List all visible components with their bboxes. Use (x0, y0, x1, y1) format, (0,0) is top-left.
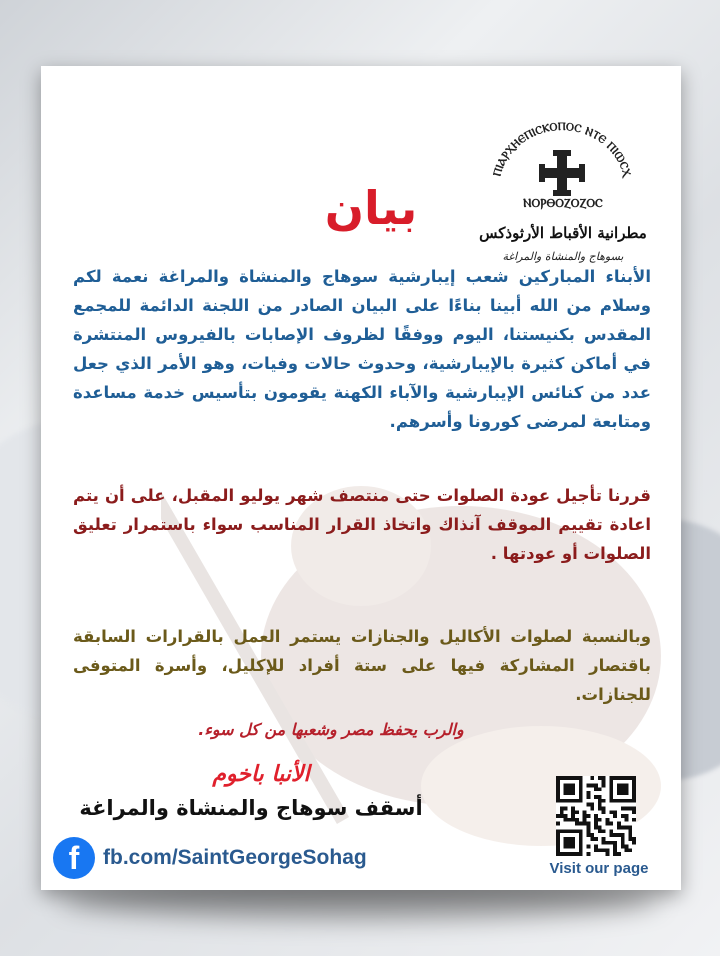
seal-emblem (487, 110, 637, 230)
facebook-letter: f (68, 839, 80, 876)
closing-blessing: والرب يحفظ مصر وشعبها من كل سوء. (198, 720, 464, 739)
diocese-seal (463, 110, 663, 280)
facebook-link[interactable] (53, 836, 367, 880)
page-title: بيان (324, 181, 418, 235)
cross-icon (539, 150, 585, 196)
signature-name: الأنبا باخوم (212, 762, 310, 787)
facebook-url[interactable]: fb.com/SaintGeorgeSohag (103, 846, 367, 869)
seal-diocese-region: بسوهاج والمنشاة والمراغة (502, 250, 624, 263)
seal-coptic-bottom: ⲚⲞⲢⲐⲞⲌⲞⲌⲞⲤ (523, 196, 603, 210)
statement-paragraph-1: الأبناء المباركين شعب إيبارشية سوهاج والمنشاة والمراغة نعمة لكم وسلام من الله أبينا بناءًا على البيان الصادر من اللجنة الدائمة للمجمع المقدس بكنيستنا، اليوم ووفقًا لظروف الإصابات بالفيروس المنتشرة في أماكن كثيرة بالإيبارشية، وحدوث حالات وفيات، وهو الأمر الذي جعل عدد من كنائس الإيبارشية والآباء الكهنة يقومون بتأسيس خدمة مساعدة ومتابعة لمرضى كورونا وأسرهم. (73, 267, 651, 431)
seal-coptic-top: ⲠⲒⲀⲢⲬⲎⲈⲠⲒⲤⲔⲞⲠⲞⲤ ⲚⲦⲈ ⲠⲒⲰⲤⲬ (490, 119, 634, 178)
statement-card (41, 66, 681, 890)
visit-page-label[interactable]: Visit our page (549, 860, 649, 877)
seal-diocese-name: مطرانية الأقباط الأرثوذكس (479, 224, 647, 242)
facebook-icon (53, 837, 95, 879)
statement-paragraph-3: وبالنسبة لصلوات الأكاليل والجنازات يستمر العمل بالقرارات السابقة باقتصار المشاركة فيها على ستة أفراد للإكليل، وأسرة المتوفى للجنازات. (73, 627, 651, 704)
qr-code-icon[interactable] (556, 776, 636, 856)
statement-paragraph-2: قررنا تأجيل عودة الصلوات حتى منتصف شهر يوليو المقبل، على أن يتم اعادة تقييم الموقف آنذاك واتخاذ القرار المناسب سواء باستمرار تعليق الصلوات أو عودتها . (73, 486, 651, 563)
signature-title: أسقف سوهاج والمنشاة والمراغة (79, 796, 423, 820)
